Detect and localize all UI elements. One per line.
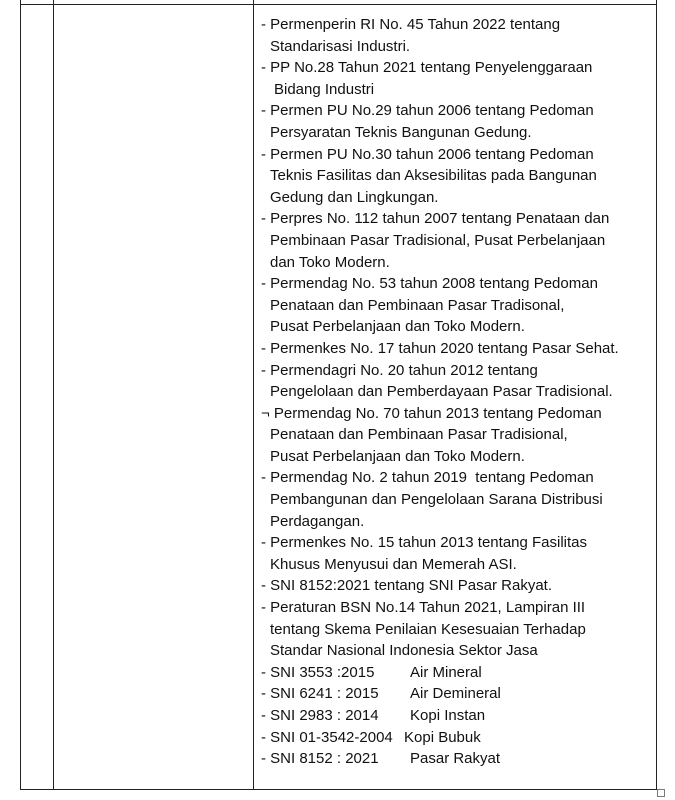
- sni-standard-item: [261, 705, 653, 727]
- regulation-line: Standar Nasional Indonesia Sektor Jasa: [270, 642, 538, 660]
- table-resize-handle[interactable]: [657, 789, 665, 797]
- sni-title: Pasar Rakyat: [410, 750, 501, 768]
- regulation-item: [261, 575, 653, 597]
- regulation-line: - PP No.28 Tahun 2021 tentang Penyelenggaraan: [261, 59, 593, 77]
- regulation-item: [261, 144, 653, 209]
- table-column-border-left: [20, 0, 21, 790]
- regulation-item: [261, 14, 653, 57]
- regulation-line: - Permenkes No. 15 tahun 2013 tentang Fasilitas: [261, 534, 588, 552]
- regulation-line: - SNI 8152:2021 tentang SNI Pasar Rakyat.: [261, 577, 552, 595]
- regulation-item: [261, 360, 653, 403]
- regulation-line: - Permendag No. 2 tahun 2019 tentang Pedoman: [261, 469, 594, 487]
- sni-standard-item: [261, 727, 653, 749]
- regulation-item: [261, 208, 653, 273]
- regulation-line: Pusat Perbelanjaan dan Toko Modern.: [270, 447, 525, 465]
- regulation-line: Standarisasi Industri.: [270, 37, 411, 55]
- regulation-line: Pembinaan Pasar Tradisional, Pusat Perbelanjaan: [270, 231, 606, 249]
- regulation-line: - Permenkes No. 17 tahun 2020 tentang Pasar Sehat.: [261, 339, 619, 357]
- regulation-line: - Permendag No. 53 tahun 2008 tentang Pedoman: [261, 275, 598, 293]
- table-column-border-right: [656, 0, 657, 790]
- sni-title: Air Demineral: [410, 685, 501, 703]
- table-column-border-third: [253, 0, 254, 790]
- sni-title: Air Mineral: [410, 663, 482, 681]
- regulation-line: Teknis Fasilitas dan Aksesibilitas pada Bangunan: [270, 167, 597, 185]
- regulation-line: Penataan dan Pembinaan Pasar Tradisonal,: [270, 296, 565, 314]
- regulation-line: - Permenperin RI No. 45 Tahun 2022 tentang: [261, 16, 561, 33]
- regulation-line: Penataan dan Pembinaan Pasar Tradisional,: [270, 426, 568, 444]
- regulation-line: Khusus Menyusui dan Memerah ASI.: [270, 555, 517, 573]
- sni-code: - SNI 6241 : 2015: [261, 685, 379, 703]
- regulation-line: - Permen PU No.30 tahun 2006 tentang Pedoman: [261, 145, 594, 163]
- regulation-line: Pusat Perbelanjaan dan Toko Modern.: [270, 318, 525, 336]
- regulation-line: - Permen PU No.29 tahun 2006 tentang Pedoman: [261, 102, 594, 120]
- table-bottom-border: [20, 789, 657, 790]
- table-top-border: [20, 4, 657, 5]
- regulation-line: Bidang Industri: [274, 80, 375, 98]
- regulation-item: [261, 532, 653, 575]
- regulation-line: - Peraturan BSN No.14 Tahun 2021, Lampiran III: [261, 599, 586, 617]
- regulation-item: [261, 100, 653, 143]
- regulation-line: Persyaratan Teknis Bangunan Gedung.: [270, 123, 532, 141]
- regulation-line: - Permendagri No. 20 tahun 2012 tentang: [261, 361, 538, 379]
- sni-code: - SNI 2983 : 2014: [261, 707, 379, 724]
- regulation-line: Gedung dan Lingkungan.: [270, 188, 439, 206]
- regulation-line: Pembangunan dan Pengelolaan Sarana Distribusi: [270, 491, 603, 509]
- sni-standard-item: [261, 683, 653, 705]
- sni-title: Kopi Bubuk: [404, 728, 481, 746]
- regulation-item: [261, 597, 653, 662]
- sni-standard-item: [261, 662, 653, 684]
- regulation-line: - Perpres No. 112 tahun 2007 tentang Penataan dan: [261, 210, 610, 228]
- regulation-item: [261, 467, 653, 532]
- regulation-list: [261, 14, 653, 770]
- sni-code: - SNI 3553 :2015: [261, 663, 375, 681]
- sni-title: Kopi Instan: [410, 707, 486, 724]
- table-column-border-second: [53, 0, 54, 790]
- regulation-line: Perdagangan.: [270, 512, 365, 530]
- sni-code: - SNI 01-3542-2004: [261, 728, 393, 746]
- regulation-item: [261, 273, 653, 338]
- regulation-line: ¬ Permendag No. 70 tahun 2013 tentang Pedoman: [261, 404, 602, 422]
- sni-code: - SNI 8152 : 2021: [261, 750, 379, 768]
- regulation-item: [261, 403, 653, 468]
- regulation-item: [261, 338, 653, 360]
- regulation-line: dan Toko Modern.: [270, 253, 390, 271]
- regulation-line: tentang Skema Penilaian Kesesuaian Terhadap: [270, 620, 586, 638]
- regulation-line: Pengelolaan dan Pemberdayaan Pasar Tradisional.: [270, 383, 613, 401]
- regulation-item: [261, 57, 653, 100]
- sni-standard-item: [261, 748, 653, 770]
